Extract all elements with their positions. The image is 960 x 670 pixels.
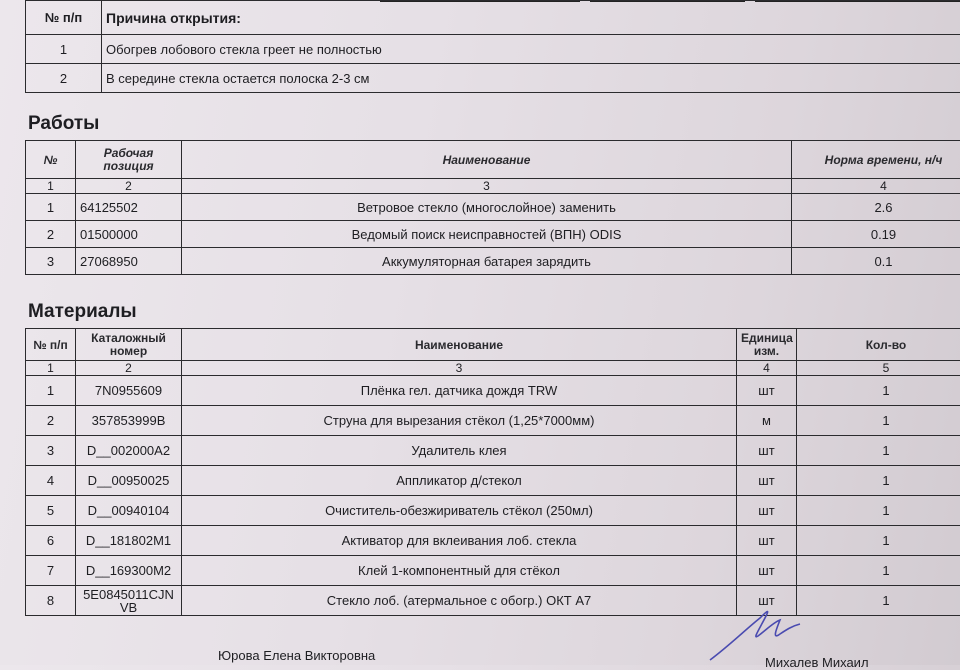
index-cell: 2 — [76, 179, 182, 194]
col-header-catalog-number: Каталожный номер — [76, 329, 182, 361]
table-row — [26, 248, 960, 275]
work-name: Ведомый поиск неисправностей (ВПН) ODIS — [182, 221, 792, 248]
index-cell: 5 — [797, 361, 960, 376]
work-position-code: 01500000 — [76, 221, 182, 248]
col-header-name: Наименование — [182, 141, 792, 179]
row-number: 7 — [26, 556, 76, 586]
handwritten-signature — [700, 600, 810, 665]
table-row — [26, 406, 960, 436]
table-row — [26, 376, 960, 406]
row-number: 3 — [26, 248, 76, 275]
row-number: 1 — [26, 194, 76, 221]
works-table — [25, 140, 960, 275]
row-number: 1 — [26, 35, 102, 64]
signatory-name-right: Михалев Михаил — [765, 655, 869, 670]
catalog-number: D__181802M1 — [76, 526, 182, 556]
unit: шт — [737, 556, 797, 586]
row-number: 2 — [26, 406, 76, 436]
unit: шт — [737, 466, 797, 496]
unit: м — [737, 406, 797, 436]
signatory-name-left: Юрова Елена Викторовна — [218, 648, 375, 663]
quantity: 1 — [797, 496, 960, 526]
col-header-name: Наименование — [182, 329, 737, 361]
table-header-row — [26, 1, 960, 35]
quantity: 1 — [797, 556, 960, 586]
table-row — [26, 556, 960, 586]
row-number: 3 — [26, 436, 76, 466]
col-header-number: № п/п — [26, 329, 76, 361]
unit: шт — [737, 586, 797, 616]
materials-table — [25, 328, 960, 616]
work-position-code: 27068950 — [76, 248, 182, 275]
unit: шт — [737, 376, 797, 406]
table-row — [26, 221, 960, 248]
col-header-number: № п/п — [26, 1, 102, 35]
table-row — [26, 586, 960, 616]
column-index-row — [26, 361, 960, 376]
material-name: Клей 1-компонентный для стёкол — [182, 556, 737, 586]
table-row — [26, 496, 960, 526]
index-cell: 2 — [76, 361, 182, 376]
row-number: 4 — [26, 466, 76, 496]
time-norm: 2.6 — [792, 194, 960, 221]
material-name: Аппликатор д/стекол — [182, 466, 737, 496]
work-name: Аккумуляторная батарея зарядить — [182, 248, 792, 275]
material-name: Удалитель клея — [182, 436, 737, 466]
materials-section-title: Материалы — [28, 301, 137, 323]
quantity: 1 — [797, 466, 960, 496]
table-row — [26, 466, 960, 496]
row-number: 2 — [26, 221, 76, 248]
catalog-number: 7N0955609 — [76, 376, 182, 406]
catalog-number: D__00940104 — [76, 496, 182, 526]
col-header-quantity: Кол-во — [797, 329, 960, 361]
table-row — [26, 35, 960, 64]
work-position-code: 64125502 — [76, 194, 182, 221]
unit: шт — [737, 436, 797, 466]
quantity: 1 — [797, 436, 960, 466]
works-section-title: Работы — [28, 113, 99, 135]
index-cell: 1 — [26, 179, 76, 194]
row-number: 5 — [26, 496, 76, 526]
unit: шт — [737, 496, 797, 526]
index-cell: 4 — [792, 179, 960, 194]
reason-text: В середине стекла остается полоска 2-3 см — [102, 64, 960, 93]
table-row — [26, 526, 960, 556]
reasons-table — [25, 0, 960, 93]
material-name: Очиститель-обезжириватель стёкол (250мл) — [182, 496, 737, 526]
time-norm: 0.19 — [792, 221, 960, 248]
quantity: 1 — [797, 586, 960, 616]
material-name: Стекло лоб. (атермальное с обогр.) ОКТ А7 — [182, 586, 737, 616]
quantity: 1 — [797, 376, 960, 406]
material-name: Активатор для вклеивания лоб. стекла — [182, 526, 737, 556]
table-header-row — [26, 329, 960, 361]
work-name: Ветровое стекло (многослойное) заменить — [182, 194, 792, 221]
quantity: 1 — [797, 526, 960, 556]
row-number: 8 — [26, 586, 76, 616]
catalog-number: D__169300M2 — [76, 556, 182, 586]
column-index-row — [26, 179, 960, 194]
index-cell: 4 — [737, 361, 797, 376]
index-cell: 3 — [182, 361, 737, 376]
col-header-number: № — [26, 141, 76, 179]
quantity: 1 — [797, 406, 960, 436]
col-header-unit: Единица изм. — [737, 329, 797, 361]
col-header-time-norm: Норма времени, н/ч — [792, 141, 960, 179]
catalog-number: 5E0845011CJN VB — [76, 586, 182, 616]
table-header-row — [26, 141, 960, 179]
table-row — [26, 194, 960, 221]
unit: шт — [737, 526, 797, 556]
time-norm: 0.1 — [792, 248, 960, 275]
material-name: Плёнка гел. датчика дождя TRW — [182, 376, 737, 406]
index-cell: 1 — [26, 361, 76, 376]
catalog-number: D__002000A2 — [76, 436, 182, 466]
table-row — [26, 64, 960, 93]
row-number: 1 — [26, 376, 76, 406]
index-cell: 3 — [182, 179, 792, 194]
catalog-number: D__00950025 — [76, 466, 182, 496]
col-header-work-position: Рабочая позиция — [76, 141, 182, 179]
catalog-number: 357853999B — [76, 406, 182, 436]
reason-text: Обогрев лобового стекла греет не полностью — [102, 35, 960, 64]
col-header-reason: Причина открытия: — [102, 1, 960, 35]
row-number: 2 — [26, 64, 102, 93]
row-number: 6 — [26, 526, 76, 556]
table-row — [26, 436, 960, 466]
material-name: Струна для вырезания стёкол (1,25*7000мм) — [182, 406, 737, 436]
